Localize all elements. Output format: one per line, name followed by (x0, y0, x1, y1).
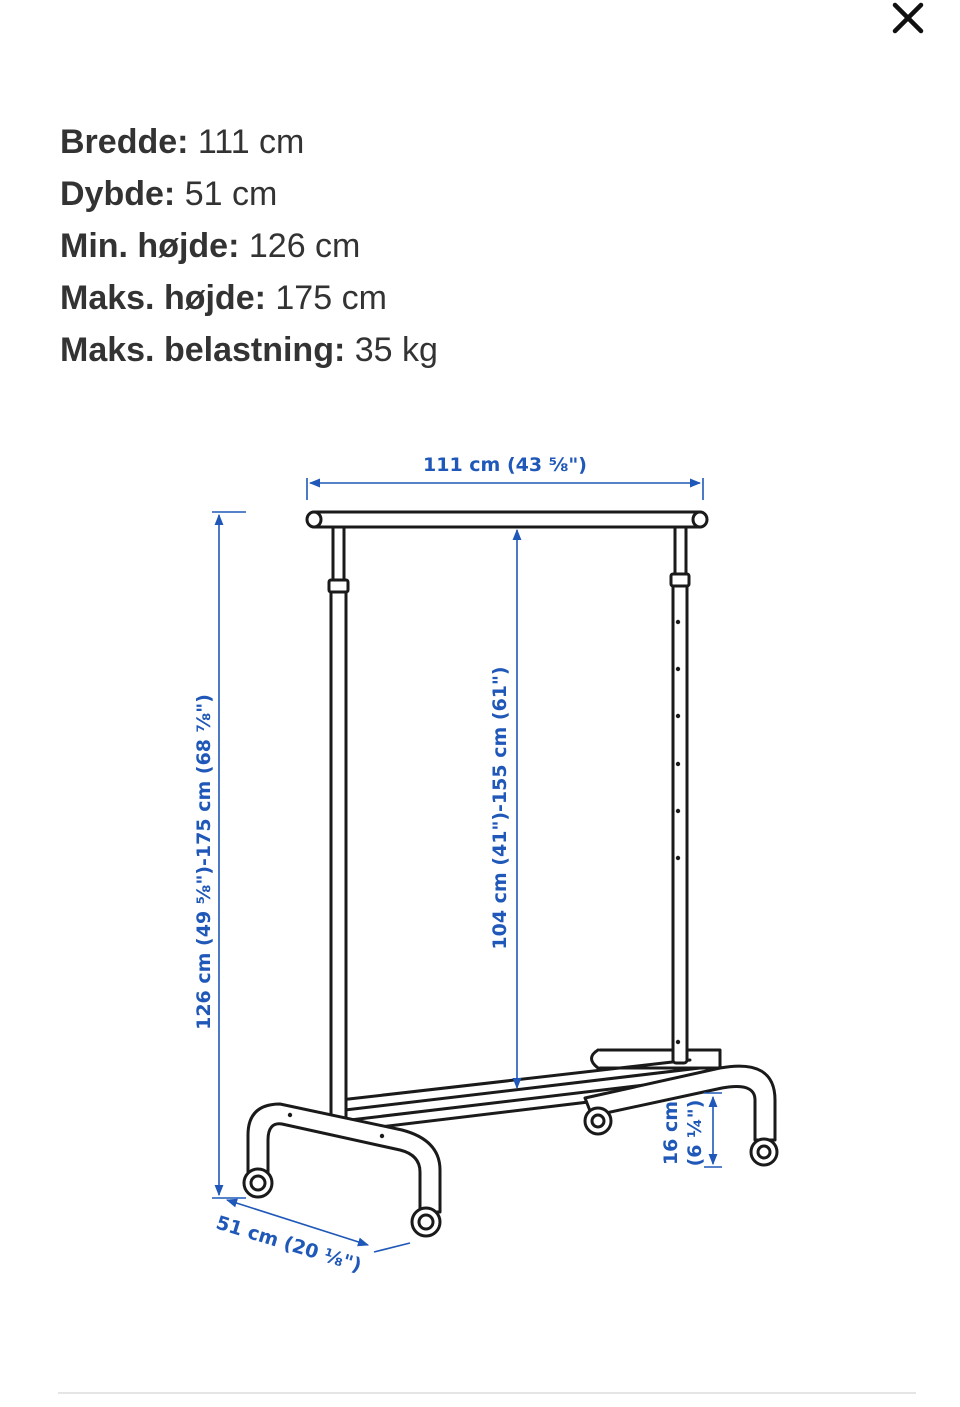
divider (58, 1392, 916, 1394)
spec-label: Dybde: (60, 175, 176, 213)
spec-label: Maks. højde: (60, 279, 266, 317)
shelf-height-dimension-label: 16 cm (660, 1100, 682, 1166)
spec-value: 175 cm (275, 279, 387, 317)
depth-dimension-label: 51 cm (20 ⅛") (213, 1211, 365, 1277)
spec-label: Maks. belastning: (60, 331, 346, 369)
width-dimension-label: 111 cm (43 ⅝") (423, 454, 587, 476)
spec-value: 111 cm (197, 123, 305, 161)
spec-value: 35 kg (354, 331, 438, 369)
rail-height-dimension-label: 104 cm (41")-155 cm (61") (489, 666, 511, 950)
spec-label: Min. højde: (60, 227, 240, 265)
dimension-lines (212, 478, 722, 1252)
spec-label: Bredde: (60, 123, 189, 161)
spec-value: 126 cm (248, 227, 361, 265)
spec-value: 51 cm (184, 175, 278, 213)
shelf-height-dimension-label-inches: (6 ¼") (684, 1099, 706, 1167)
height-dimension-label: 126 cm (49 ⅝")-175 cm (68 ⅞") (193, 694, 215, 1030)
